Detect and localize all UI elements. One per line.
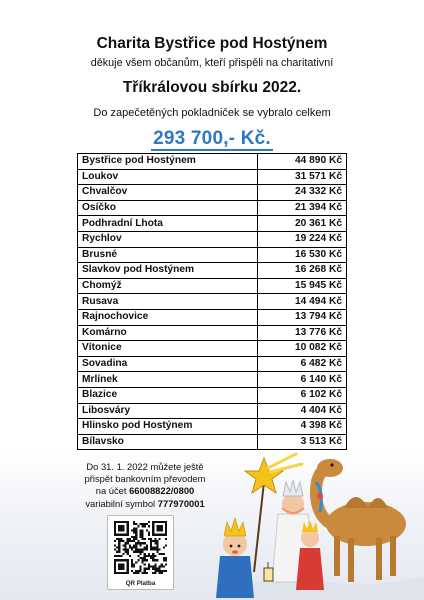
table-row bbox=[78, 309, 347, 325]
amount-cell: 19 224 Kč bbox=[258, 231, 347, 247]
place-cell: Hlinsko pod Hostýnem bbox=[78, 419, 258, 435]
amount-cell: 15 945 Kč bbox=[258, 278, 347, 294]
place-cell: Blazice bbox=[78, 387, 258, 403]
table-row bbox=[78, 185, 347, 201]
place-cell: Brusné bbox=[78, 247, 258, 263]
place-cell: Bílavsko bbox=[78, 434, 258, 450]
amount-cell: 6 102 Kč bbox=[258, 387, 347, 403]
place-cell: Rajnochovice bbox=[78, 309, 258, 325]
place-cell: Sovadina bbox=[78, 356, 258, 372]
table-row bbox=[78, 200, 347, 216]
place-cell: Chvalčov bbox=[78, 185, 258, 201]
place-cell: Podhradní Lhota bbox=[78, 216, 258, 232]
bank-account: 66008822/0800 bbox=[129, 485, 195, 497]
bank-line-2: přispět bankovním převodem bbox=[84, 473, 206, 485]
amount-cell: 6 482 Kč bbox=[258, 356, 347, 372]
thanks-line: děkuje všem občanům, kteří přispěli na charitativní bbox=[90, 57, 334, 69]
place-cell: Slavkov pod Hostýnem bbox=[78, 263, 258, 279]
table-row bbox=[78, 403, 347, 419]
table-row bbox=[78, 294, 347, 310]
table-row bbox=[78, 372, 347, 388]
table-row bbox=[78, 341, 347, 357]
place-cell: Mrlínek bbox=[78, 372, 258, 388]
amount-cell: 13 794 Kč bbox=[258, 309, 347, 325]
lantern-icon bbox=[264, 562, 273, 581]
table-row bbox=[78, 325, 347, 341]
amount-cell: 20 361 Kč bbox=[258, 216, 347, 232]
amount-cell: 14 494 Kč bbox=[258, 294, 347, 310]
place-cell: Bystřice pod Hostýnem bbox=[78, 154, 258, 170]
place-cell: Rychlov bbox=[78, 231, 258, 247]
place-cell: Loukov bbox=[78, 169, 258, 185]
table-row bbox=[78, 387, 347, 403]
table-row bbox=[78, 263, 347, 279]
table-row bbox=[78, 247, 347, 263]
qr-label: QR Platba bbox=[125, 580, 156, 587]
place-cell: Chomýž bbox=[78, 278, 258, 294]
place-cell: Komárno bbox=[78, 325, 258, 341]
amount-cell: 31 571 Kč bbox=[258, 169, 347, 185]
three-kings-illustration bbox=[216, 452, 424, 600]
table-row bbox=[78, 216, 347, 232]
intro-line: Do zapečetěných pokladniček se vybralo celkem bbox=[93, 107, 331, 119]
bank-transfer-info bbox=[70, 461, 220, 510]
amount-cell: 4 398 Kč bbox=[258, 419, 347, 435]
place-cell: Vítonice bbox=[78, 341, 258, 357]
amount-cell: 6 140 Kč bbox=[258, 372, 347, 388]
bank-account-line: na účet 66008822/0800 bbox=[95, 485, 195, 497]
amount-cell: 24 332 Kč bbox=[258, 185, 347, 201]
table-row bbox=[78, 231, 347, 247]
qr-payment-box bbox=[107, 515, 174, 590]
place-cell: Osíčko bbox=[78, 200, 258, 216]
king-blue-icon bbox=[216, 518, 254, 598]
amount-cell: 16 530 Kč bbox=[258, 247, 347, 263]
table-row bbox=[78, 419, 347, 435]
variable-symbol-line: variabilní symbol 777970001 bbox=[85, 497, 205, 509]
header bbox=[0, 34, 424, 120]
results-table bbox=[77, 153, 347, 450]
table-row bbox=[78, 356, 347, 372]
bank-line-1: Do 31. 1. 2022 můžete ještě bbox=[86, 461, 204, 472]
amount-cell: 4 404 Kč bbox=[258, 403, 347, 419]
table-row bbox=[78, 169, 347, 185]
amount-cell: 3 513 Kč bbox=[258, 434, 347, 450]
place-cell: Rusava bbox=[78, 294, 258, 310]
total-amount-wrap bbox=[0, 128, 424, 150]
amount-cell: 21 394 Kč bbox=[258, 200, 347, 216]
place-cell: Libosváry bbox=[78, 403, 258, 419]
table-row bbox=[78, 154, 347, 170]
amount-cell: 44 890 Kč bbox=[258, 154, 347, 170]
amount-cell: 13 776 Kč bbox=[258, 325, 347, 341]
qr-code-icon bbox=[114, 521, 167, 574]
table-row bbox=[78, 434, 347, 450]
camel-icon bbox=[316, 459, 406, 582]
amount-cell: 16 268 Kč bbox=[258, 263, 347, 279]
variable-symbol: 777970001 bbox=[157, 497, 205, 509]
total-amount: 293 700,- Kč. bbox=[153, 128, 271, 149]
collection-title: Tříkrálovou sbírku 2022. bbox=[122, 79, 302, 96]
organization-name: Charita Bystřice pod Hostýnem bbox=[96, 35, 328, 52]
table-row bbox=[78, 278, 347, 294]
amount-cell: 10 082 Kč bbox=[258, 341, 347, 357]
